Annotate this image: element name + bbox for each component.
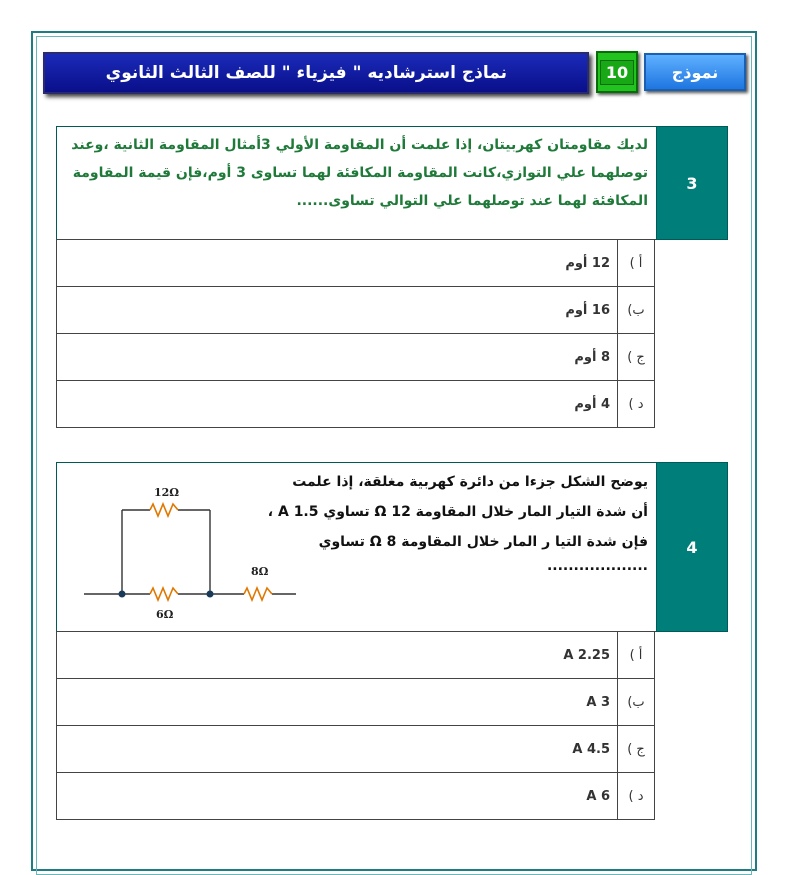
resistor-12-icon [150, 504, 178, 516]
model-label: نموذج [671, 62, 719, 82]
title-banner [43, 52, 589, 94]
option-answer: 4.5 A [572, 741, 610, 757]
model-label-badge [644, 53, 746, 91]
circuit-diagram [84, 484, 334, 624]
label-6ohm: 6Ω [156, 608, 174, 621]
question-number: 3 [656, 126, 728, 240]
option-a[interactable] [56, 239, 655, 287]
option-answer: 8 أوم [574, 349, 610, 365]
option-letter: د ) [617, 381, 654, 427]
option-answer: 4 أوم [574, 396, 610, 412]
resistor-6-icon [150, 588, 178, 600]
resistor-8-icon [244, 588, 272, 600]
option-letter: ج ) [617, 726, 654, 772]
question-line: ................... [546, 558, 648, 574]
option-d[interactable] [56, 380, 655, 428]
option-answer: 16 أوم [565, 302, 610, 318]
option-answer: 12 أوم [565, 255, 610, 271]
question-line: فإن شدة التيا ر المار خلال المقاومة Ω 8 تساوي [318, 534, 648, 550]
option-c[interactable] [56, 333, 655, 381]
question-line: يوضح الشكل جزءا من دائرة كهربية مغلقة، إذا علمت [292, 474, 648, 490]
option-a[interactable] [56, 631, 655, 679]
option-answer: 6 A [586, 788, 610, 804]
option-letter: ج ) [617, 334, 654, 380]
question-line: أن شدة التيار المار خلال المقاومة Ω 12 تساوي 1.5 A ، [267, 504, 648, 520]
label-12ohm: 12Ω [154, 486, 180, 499]
option-letter: ب) [617, 679, 654, 725]
option-answer: 2.25 A [563, 647, 610, 663]
option-answer: 3 A [586, 694, 610, 710]
option-letter: أ ) [617, 632, 654, 678]
model-number: 10 [600, 60, 634, 85]
option-d[interactable] [56, 772, 655, 820]
model-number-badge [596, 51, 638, 93]
page-title: نماذج استرشاديه " فيزياء " للصف الثالث الثانوي [105, 63, 507, 83]
question-number: 4 [656, 462, 728, 632]
option-c[interactable] [56, 725, 655, 773]
option-letter: أ ) [617, 240, 654, 286]
label-8ohm: 8Ω [251, 565, 269, 578]
question-text: لديك مقاومتان كهربيتان، إذا علمت أن المقاومة الأولي 3أمثال المقاومة الثانية ،وعند توصلهما علي التوازي،كانت المقاومة المكافئة لهما تساوى 3 أوم،فإن قيمة المقاومة المكافئة لهما عند توصلهما علي التوالي تساوى...... [56, 126, 656, 240]
junction-node-right [207, 591, 214, 598]
junction-node-left [119, 591, 126, 598]
option-b[interactable] [56, 286, 655, 334]
option-letter: د ) [617, 773, 654, 819]
option-letter: ب) [617, 287, 654, 333]
option-b[interactable] [56, 678, 655, 726]
